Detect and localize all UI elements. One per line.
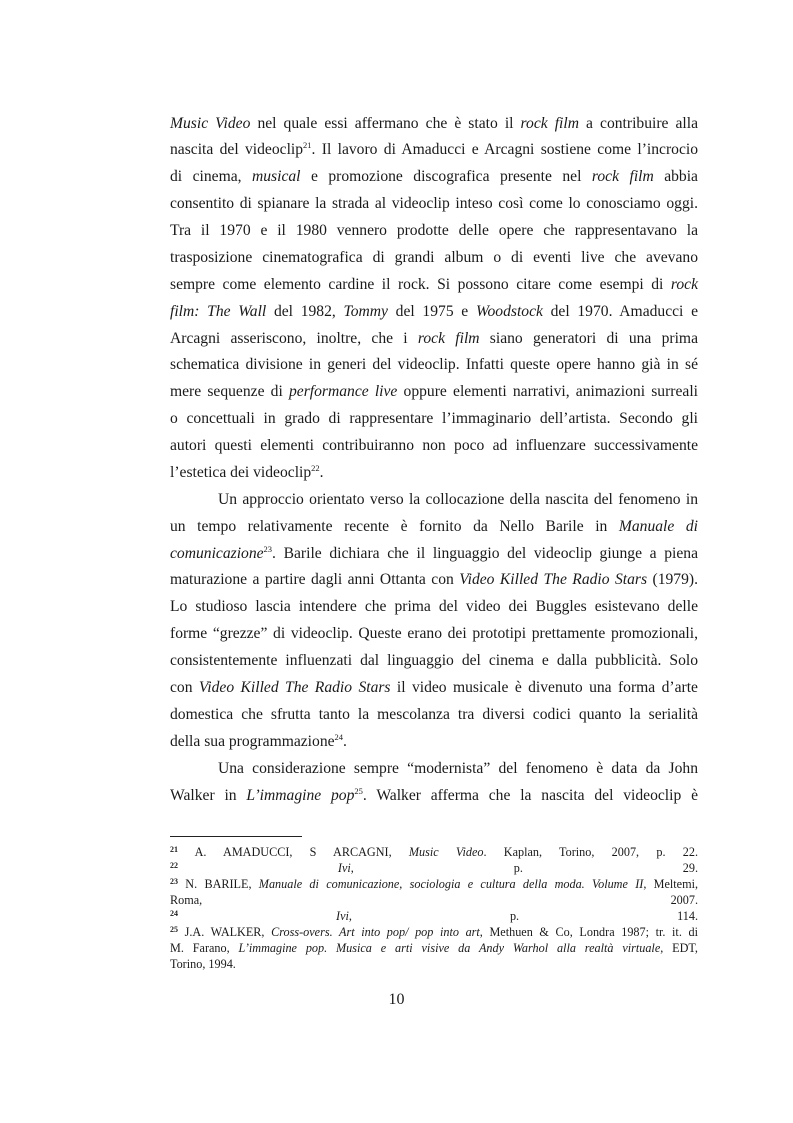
text-span: del 1982, (266, 303, 344, 320)
text-span: o concettuali in grado di rappresentare l’immaginario dell’artista. Secondo gli (170, 410, 698, 427)
footnote-line (170, 877, 698, 892)
body-line (170, 434, 698, 458)
italic-span: Manuale di comunicazione, sociologia e cultura della moda. Volume II (258, 877, 644, 891)
body-line (170, 542, 698, 566)
body-line (170, 595, 698, 619)
italic-span: Music Video (408, 845, 484, 859)
text-span: . (343, 733, 347, 750)
italic-span: musical (251, 168, 301, 185)
footnote-line (170, 893, 698, 908)
text-span: siano generatori di una prima (479, 330, 698, 347)
text-span: A. AMADUCCI, S ARCAGNI, (178, 845, 409, 859)
text-span: trasposizione cinematografica di grandi album o di eventi live che avevano (170, 249, 698, 266)
body-line (170, 353, 698, 377)
body-line (170, 327, 698, 351)
italic-span: Cross-overs. Art into pop/ pop into art (271, 925, 480, 939)
text-span: Walker in (170, 787, 247, 804)
text-span (178, 861, 338, 875)
body-line (170, 192, 698, 216)
footnote-ref: 24 (170, 909, 178, 918)
italic-span: Manuale di (618, 518, 698, 535)
italic-span: Video Killed The Radio Stars (459, 571, 648, 588)
italic-span: Tommy (343, 303, 388, 320)
text-span: del 1970. Amaducci e (542, 303, 698, 320)
footnote-ref: 21 (303, 140, 312, 150)
footnote-ref: 24 (334, 732, 344, 742)
text-span: nascita del videoclip (170, 141, 304, 158)
text-span: con (170, 679, 199, 696)
text-span: sempre come elemento cardine il rock. Si possono citare come esempi di (170, 276, 671, 293)
footnote-ref: 25 (170, 925, 178, 934)
italic-span: Video Killed The Radio Stars (198, 679, 391, 696)
footnote-ref: 23 (263, 544, 273, 554)
body-line (170, 461, 698, 485)
footnote-line (170, 909, 698, 924)
footnote-line (170, 845, 698, 860)
body-line (170, 112, 698, 136)
text-span: J.A. WALKER, (178, 925, 272, 939)
body-line (170, 273, 698, 297)
text-span: Lo studioso lascia intendere che prima del video dei Buggles esistevano delle (170, 598, 698, 615)
text-span: maturazione a partire dagli anni Ottanta con (170, 571, 460, 588)
text-span: . (319, 464, 324, 481)
italic-span: performance live (288, 383, 398, 400)
footnote-ref: 25 (354, 786, 363, 796)
text-span: , Meltemi, (643, 877, 698, 891)
italic-span: comunicazione (170, 545, 264, 562)
text-span: mere sequenze di (170, 383, 289, 400)
body-line (170, 138, 698, 162)
text-span: Torino, 1994. (170, 957, 236, 971)
body-line (170, 300, 698, 324)
italic-span: Woodstock (475, 303, 543, 320)
text-span: autori questi elementi contribuiranno non poco ad influenzare successivamente (170, 437, 698, 454)
body-line (170, 380, 698, 404)
italic-span: rock film (417, 330, 480, 347)
body-line (170, 703, 698, 727)
text-span: (1979). (647, 571, 698, 588)
body-line (170, 622, 698, 646)
footnote-ref: 23 (170, 877, 178, 886)
footnote-separator (170, 836, 302, 837)
text-span: . Il lavoro di Amaducci e Arcagni sostiene come l’incrocio (311, 141, 698, 158)
body-line (218, 757, 698, 781)
italic-span: Ivi (337, 861, 351, 875)
text-span: forme “grezze” di videoclip. Queste erano dei prototipi prettamente promozionali, (170, 625, 698, 642)
text-span: il video musicale è divenuto una forma d’arte (390, 679, 698, 696)
body-line (170, 784, 698, 808)
text-span: abbia (653, 168, 698, 185)
text-span: consentito di spianare la strada al videoclip inteso così come lo conosciamo oggi. (170, 195, 698, 212)
text-span: , p. 114. (348, 909, 698, 923)
text-span: nel quale essi affermano che è stato il (250, 115, 521, 132)
body-line (170, 165, 698, 189)
text-span: . Barile dichiara che il linguaggio del videoclip giunge a piena (272, 545, 698, 562)
text-span: . Walker afferma che la nascita del videoclip è (362, 787, 698, 804)
footnote-ref: 22 (311, 463, 320, 473)
body-line (170, 568, 698, 592)
text-span: l’estetica dei videoclip (170, 464, 312, 481)
text-span: Una considerazione sempre “modernista” del fenomeno è data da John (218, 760, 698, 777)
text-span: Arcagni asseriscono, inoltre, che i (170, 330, 418, 347)
body-line (170, 676, 698, 700)
text-span: consistentemente influenzati dal linguaggio del cinema e dalla pubblicità. Solo (170, 652, 698, 669)
text-span: Roma, 2007. (170, 893, 698, 907)
footnote-line (170, 925, 698, 940)
text-span (178, 909, 336, 923)
text-span: un tempo relativamente recente è fornito da Nello Barile in (170, 518, 619, 535)
text-span: a contribuire alla (579, 115, 698, 132)
text-span: N. BARILE, (178, 877, 259, 891)
text-span: . Kaplan, Torino, 2007, p. 22. (483, 845, 698, 859)
text-span: Un approccio orientato verso la collocazione della nascita del fenomeno in (218, 491, 698, 508)
text-span: domestica che sfrutta tanto la mescolanza tra diversi codici quanto la serialità (170, 706, 698, 723)
italic-span: rock film (520, 115, 579, 132)
footnote-line (170, 861, 698, 876)
text-span: , p. 29. (350, 861, 698, 875)
italic-span: film: The Wall (170, 303, 267, 320)
body-line (170, 515, 698, 539)
italic-span: L’immagine pop. Musica e arti visive da Andy Warhol alla realtà virtuale (238, 941, 661, 955)
text-span: del 1975 e (387, 303, 476, 320)
text-span: e promozione discografica presente nel (300, 168, 592, 185)
footnote-ref: 21 (170, 845, 178, 854)
text-span: M. Farano, (170, 941, 239, 955)
italic-span: Ivi (336, 909, 349, 923)
italic-span: Music Video (170, 115, 251, 132)
italic-span: rock (670, 276, 698, 293)
body-line (170, 407, 698, 431)
body-line (170, 219, 698, 243)
body-line (218, 488, 698, 512)
text-span: schematica divisione in generi del videoclip. Infatti queste opere hanno già in sé (170, 356, 698, 373)
text-span: , Methuen & Co, Londra 1987; tr. it. di (479, 925, 698, 939)
body-line (170, 730, 698, 754)
footnote-ref: 22 (170, 861, 178, 870)
text-span: oppure elementi narrativi, animazioni surreali (397, 383, 698, 400)
body-line (170, 246, 698, 270)
text-span: della sua programmazione (170, 733, 335, 750)
text-span: di cinema, (170, 168, 252, 185)
footnote-line (170, 957, 698, 972)
italic-span: L’immagine pop (246, 787, 355, 804)
body-line (170, 649, 698, 673)
text-span: , EDT, (660, 941, 698, 955)
italic-span: rock film (591, 168, 654, 185)
page-number: 10 (388, 991, 405, 1008)
footnote-line (170, 941, 698, 956)
text-span: Tra il 1970 e il 1980 vennero prodotte delle opere che rappresentavano la (170, 222, 698, 239)
